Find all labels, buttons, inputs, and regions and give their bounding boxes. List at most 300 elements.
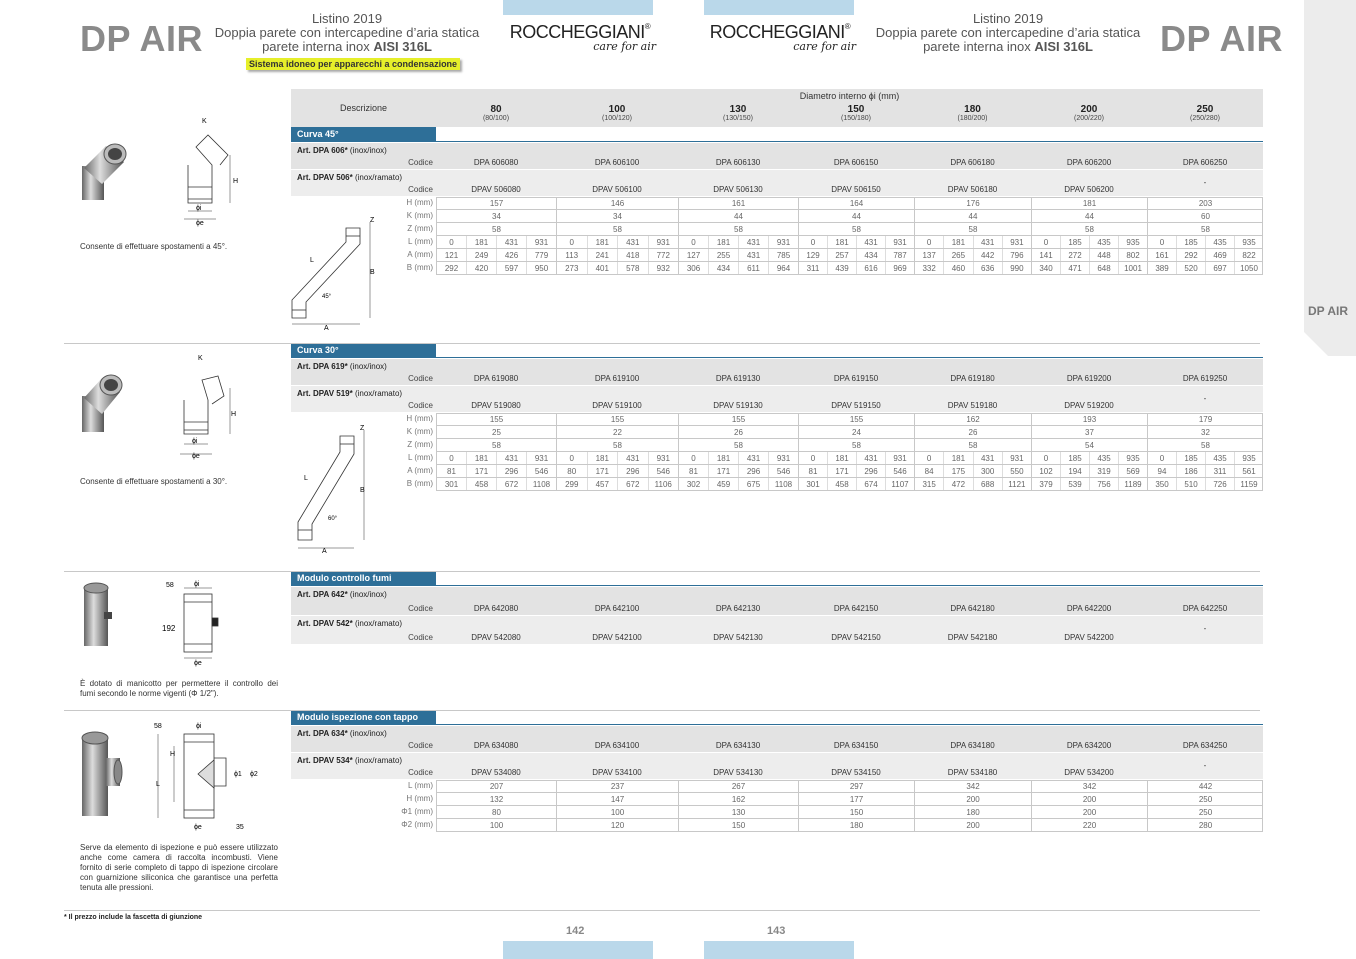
svg-text:B: B [360, 487, 365, 494]
dimension-cell: 193 [1031, 413, 1147, 426]
dimension-label: Z (mm) [407, 440, 433, 449]
article-code: DPAV 534200 [1064, 768, 1114, 777]
dimension-cell: 155 [556, 413, 678, 426]
diameter-column-header: 180 (180/200) [957, 104, 988, 122]
article-code: DPAV 506080 [471, 185, 521, 194]
dimension-cell: 155 [436, 413, 556, 426]
article-code: DPA 606150 [833, 158, 879, 167]
article-row [291, 587, 1263, 615]
dimension-grid-row [291, 236, 1263, 249]
dimension-cell: 81 [798, 465, 827, 478]
article-code: DPA 642250 [1182, 604, 1228, 613]
dimension-cell: 401 [587, 262, 618, 275]
dimension-cell: 181 [1031, 197, 1147, 210]
dimension-label: Φ1 (mm) [401, 807, 433, 816]
dimension-cell: 448 [1089, 249, 1118, 262]
dimension-cell: 194 [1060, 465, 1089, 478]
svg-text:H: H [233, 178, 239, 185]
dimension-cell: 340 [1031, 262, 1060, 275]
header-line2: Doppia parete con intercapedine d’aria statica [875, 25, 1141, 40]
dimension-label: K (mm) [406, 211, 433, 220]
dimension-cell: 1106 [648, 478, 679, 491]
note-curva-30: Consente di effettuare spostamenti a 30°. [80, 477, 228, 486]
dimension-cell: 578 [617, 262, 648, 275]
svg-text:ϕe: ϕe [196, 220, 204, 227]
article-code: DPA 634150 [833, 741, 879, 750]
svg-text:B: B [370, 269, 375, 276]
dimension-cell: 510 [1176, 478, 1205, 491]
dimension-cell: 171 [708, 465, 738, 478]
dimension-cell: 0 [556, 452, 587, 465]
dimension-cell: 931 [648, 236, 679, 249]
dimension-cell: 546 [768, 465, 798, 478]
dimension-cell: 442 [1147, 780, 1263, 793]
dimension-cell: 1107 [885, 478, 914, 491]
dimension-cell: 772 [648, 249, 679, 262]
curva-30-drawing [176, 352, 246, 460]
dimension-cell: 350 [1147, 478, 1176, 491]
section-separator [64, 910, 1260, 911]
dimension-cell: 292 [436, 262, 466, 275]
dimension-grid-row [291, 465, 1263, 478]
logo-tagline: care for air [793, 40, 856, 53]
section-separator [64, 343, 1260, 344]
dimension-cell: 181 [466, 236, 496, 249]
page-number-right: 143 [767, 925, 786, 937]
dimension-cell: 94 [1147, 465, 1176, 478]
dimension-cell: 672 [496, 478, 526, 491]
article-code: DPA 619150 [833, 374, 879, 383]
dimension-cell: 342 [914, 780, 1031, 793]
dimension-cell: 931 [648, 452, 679, 465]
dimension-cell: 431 [973, 236, 1002, 249]
dimension-cell: 822 [1234, 249, 1263, 262]
dimension-cell: 315 [914, 478, 943, 491]
dimension-row [291, 819, 1263, 832]
dimension-cell: 120 [556, 819, 678, 832]
dimension-cell: 181 [708, 452, 738, 465]
dimension-cell: 292 [1176, 249, 1205, 262]
dimension-cell: 203 [1147, 197, 1263, 210]
article-code: - [1203, 178, 1207, 187]
condensation-badge: Sistema idoneo per apparecchi a condensazione [246, 58, 460, 70]
dimension-label: A (mm) [407, 250, 433, 259]
dimension-cell: 1189 [1118, 478, 1147, 491]
dimension-cell: 181 [827, 452, 856, 465]
dimension-row [291, 806, 1263, 819]
article-code: DPAV 519100 [592, 401, 642, 410]
dimension-cell: 561 [1234, 465, 1263, 478]
dimension-cell: 311 [798, 262, 827, 275]
dimension-cell: 272 [1060, 249, 1089, 262]
dimension-cell: 802 [1118, 249, 1147, 262]
article-label: Art. DPAV 519* (inox/ramato) [297, 389, 403, 398]
dimension-cell: 162 [914, 413, 1031, 426]
dimension-cell: 127 [678, 249, 708, 262]
dimension-row [291, 793, 1263, 806]
codice-label: Codice [408, 158, 433, 167]
article-code: DPAV 519200 [1064, 401, 1114, 410]
codice-label: Codice [408, 185, 433, 194]
dimension-cell: 964 [768, 262, 798, 275]
curva-30-photo [78, 370, 128, 438]
dimension-row [291, 197, 1263, 210]
svg-text:A: A [324, 325, 329, 332]
controllo-fumi-photo [78, 580, 114, 650]
svg-text:L: L [310, 257, 314, 264]
dimension-cell: 418 [617, 249, 648, 262]
article-code: DPAV 542150 [831, 633, 881, 642]
dimension-cell: 44 [1031, 210, 1147, 223]
dimension-cell: 539 [1060, 478, 1089, 491]
dimension-cell: 132 [436, 793, 556, 806]
article-code: DPAV 506130 [713, 185, 763, 194]
article-code: DPAV 519180 [947, 401, 998, 410]
article-code: DPAV 519080 [471, 401, 521, 410]
dimension-cell: 102 [1031, 465, 1060, 478]
dimension-cell: 267 [678, 780, 798, 793]
article-code: DPA 642100 [594, 604, 640, 613]
dimension-cell: 175 [943, 465, 972, 478]
dimension-cell: 0 [914, 236, 943, 249]
dimension-cell: 181 [827, 236, 856, 249]
dimension-cell: 1121 [1002, 478, 1031, 491]
section-separator [64, 571, 1260, 572]
dimension-cell: 1050 [1234, 262, 1263, 275]
dimension-cell: 58 [798, 223, 914, 236]
page-number-left: 142 [566, 925, 585, 937]
svg-text:ϕi: ϕi [196, 205, 202, 212]
dimension-cell: 296 [738, 465, 768, 478]
dimension-cell: 250 [1147, 793, 1263, 806]
table-header [291, 89, 1263, 127]
article-label: Art. DPA 606* (inox/inox) [297, 146, 387, 155]
dimension-cell: 121 [436, 249, 466, 262]
dimension-cell: 302 [678, 478, 708, 491]
dimension-cell: 200 [914, 819, 1031, 832]
dimension-cell: 296 [856, 465, 885, 478]
header-line3: parete interna inox AISI 316L [262, 39, 432, 54]
header-line2: Doppia parete con intercapedine d’aria statica [214, 25, 480, 40]
dimension-cell: 1159 [1234, 478, 1263, 491]
dimension-cell: 0 [1031, 452, 1060, 465]
side-tab-label: DP AIR [1308, 304, 1349, 318]
dimension-cell: 180 [914, 806, 1031, 819]
svg-text:Z: Z [360, 425, 365, 432]
article-label: Art. DPAV 506* (inox/ramato) [297, 173, 403, 182]
dimension-cell: 37 [1031, 426, 1147, 439]
dimension-cell: 44 [798, 210, 914, 223]
article-code: DPA 634130 [715, 741, 761, 750]
dimension-cell: 697 [1205, 262, 1234, 275]
dimension-cell: 255 [708, 249, 738, 262]
dimension-cell: 458 [827, 478, 856, 491]
dimension-cell: 431 [617, 452, 648, 465]
diameter-column-header: 100 (100/120) [602, 104, 632, 122]
dimension-cell: 787 [885, 249, 914, 262]
dimension-label: B (mm) [406, 263, 433, 272]
dimension-cell: 0 [436, 236, 466, 249]
listino-label: Listino 2019 [972, 11, 1044, 26]
dimension-row [291, 413, 1263, 426]
dimension-cell: 157 [436, 197, 556, 210]
dimension-cell: 185 [1176, 236, 1205, 249]
dimension-label: H (mm) [406, 198, 433, 207]
dimension-row [291, 439, 1263, 452]
article-code: DPAV 542200 [1064, 633, 1114, 642]
dimension-cell: 241 [587, 249, 618, 262]
article-code: DPAV 542080 [471, 633, 521, 642]
side-tab [1304, 0, 1356, 356]
dimension-label: Z (mm) [407, 224, 433, 233]
dimension-cell: 672 [617, 478, 648, 491]
section-title: Modulo ispezione con tappo [291, 710, 436, 725]
article-code: - [1203, 761, 1207, 770]
diametro-header: Diametro interno ϕi (mm) [799, 91, 900, 101]
dimension-row [291, 426, 1263, 439]
dimension-cell: 181 [943, 236, 972, 249]
codice-label: Codice [408, 768, 433, 777]
dimension-cell: 200 [1031, 806, 1147, 819]
dimension-cell: 181 [587, 452, 618, 465]
article-code: DPA 619200 [1066, 374, 1112, 383]
dimension-cell: 932 [648, 262, 679, 275]
article-code: DPA 642080 [473, 604, 519, 613]
note-curva-45: Consente di effettuare spostamenti a 45°. [80, 242, 228, 251]
svg-text:L: L [156, 781, 160, 788]
dimension-cell: 435 [1205, 236, 1234, 249]
dimension-cell: 162 [678, 793, 798, 806]
dimension-cell: 58 [678, 439, 798, 452]
svg-text:192: 192 [162, 624, 176, 633]
dimension-cell: 58 [436, 223, 556, 236]
dimension-cell: 185 [1176, 452, 1205, 465]
dimension-cell: 58 [1147, 223, 1263, 236]
right-title: DP AIR [1160, 18, 1284, 59]
note-controllo-fumi: È dotato di manicotto per permettere il controllo dei fumi secondo le norme vigenti (Φ 1/2"). [80, 679, 278, 698]
dimension-cell: 931 [885, 236, 914, 249]
svg-text:58: 58 [166, 582, 174, 589]
dimension-cell: 636 [973, 262, 1002, 275]
logo-tagline: care for air [593, 40, 656, 53]
article-code: DPA 634250 [1182, 741, 1228, 750]
dimension-cell: 181 [587, 236, 618, 249]
dimension-cell: 420 [466, 262, 496, 275]
article-code: DPAV 506180 [947, 185, 998, 194]
logo-right: ROCCHEGGIANI® care for air [700, 22, 860, 53]
dimension-cell: 935 [1118, 452, 1147, 465]
dimension-cell: 616 [856, 262, 885, 275]
article-code: DPA 634180 [950, 741, 995, 750]
side-tab-notch [1304, 332, 1328, 356]
dimension-cell: 431 [738, 452, 768, 465]
dimension-cell: 1001 [1118, 262, 1147, 275]
dimension-label: K (mm) [406, 427, 433, 436]
article-code: DPAV 542180 [947, 633, 998, 642]
dimension-cell: 431 [973, 452, 1002, 465]
dimension-label: B (mm) [406, 479, 433, 488]
article-code: DPA 619130 [715, 374, 761, 383]
dimension-cell: 597 [496, 262, 526, 275]
svg-text:35: 35 [236, 824, 244, 831]
article-code: - [1203, 624, 1207, 633]
article-row [291, 386, 1263, 412]
dimension-cell: 186 [1176, 465, 1205, 478]
article-code: DPA 634200 [1066, 741, 1112, 750]
dimension-cell: 472 [943, 478, 972, 491]
controllo-fumi-drawing [160, 578, 230, 668]
section-separator [64, 710, 1260, 711]
dimension-cell: 431 [856, 452, 885, 465]
dimension-cell: 26 [678, 426, 798, 439]
article-code: DPA 619250 [1182, 374, 1228, 383]
dimension-cell: 296 [496, 465, 526, 478]
svg-text:45°: 45° [322, 294, 332, 300]
dimension-cell: 58 [1031, 223, 1147, 236]
left-header-text [207, 12, 487, 54]
dimension-cell: 181 [708, 236, 738, 249]
dimension-cell: 84 [914, 465, 943, 478]
dimension-cell: 785 [768, 249, 798, 262]
dimension-cell: 434 [708, 262, 738, 275]
dimension-cell: 342 [1031, 780, 1147, 793]
dimension-cell: 130 [678, 806, 798, 819]
dimension-cell: 58 [556, 439, 678, 452]
dimension-cell: 180 [798, 819, 914, 832]
article-code: DPA 606100 [594, 158, 640, 167]
dimension-cell: 931 [768, 236, 798, 249]
dimension-cell: 648 [1089, 262, 1118, 275]
listino-label: Listino 2019 [311, 11, 383, 26]
svg-text:H: H [231, 411, 237, 418]
diameter-column-header: 250 (250/280) [1190, 104, 1220, 122]
svg-text:ϕe: ϕe [194, 660, 202, 667]
dimension-cell: 950 [526, 262, 556, 275]
curva-45-photo [78, 138, 130, 206]
svg-text:ϕ1: ϕ1 [234, 771, 242, 778]
dimension-cell: 435 [1089, 236, 1118, 249]
article-code: DPAV 534150 [831, 768, 881, 777]
dimension-row [291, 223, 1263, 236]
dimension-cell: 181 [466, 452, 496, 465]
dimension-cell: 200 [914, 793, 1031, 806]
dimension-cell: 273 [556, 262, 587, 275]
dimension-cell: 931 [768, 452, 798, 465]
dimension-cell: 546 [526, 465, 556, 478]
dimension-cell: 155 [678, 413, 798, 426]
dimension-cell: 161 [678, 197, 798, 210]
dimension-cell: 80 [436, 806, 556, 819]
dimension-cell: 58 [1147, 439, 1263, 452]
dimension-cell: 935 [1234, 452, 1263, 465]
section-title: Curva 45° [291, 127, 436, 142]
dimension-cell: 688 [973, 478, 1002, 491]
dimension-cell: 177 [798, 793, 914, 806]
article-code: DPAV 542130 [713, 633, 763, 642]
dimension-cell: 0 [1147, 452, 1176, 465]
section-title-line [436, 724, 1263, 725]
dimension-cell: 431 [617, 236, 648, 249]
top-tab-right [704, 0, 854, 15]
dimension-cell: 220 [1031, 819, 1147, 832]
article-label: Art. DPA 619* (inox/inox) [297, 362, 387, 371]
codice-label: Codice [408, 633, 433, 642]
article-row [291, 753, 1263, 779]
dimension-cell: 150 [678, 819, 798, 832]
right-header-text [868, 12, 1148, 54]
svg-text:ϕe: ϕe [192, 453, 200, 460]
dimension-cell: 280 [1147, 819, 1263, 832]
article-code: DPA 606250 [1182, 158, 1228, 167]
article-code: DPAV 506100 [592, 185, 642, 194]
dimension-cell: 431 [496, 452, 526, 465]
codice-label: Codice [408, 604, 433, 613]
dimension-cell: 546 [648, 465, 679, 478]
article-code: DPA 606200 [1066, 158, 1112, 167]
dimension-cell: 469 [1205, 249, 1234, 262]
diameter-column-header: 200 (200/220) [1074, 104, 1104, 122]
dimension-cell: 674 [856, 478, 885, 491]
dimension-cell: 171 [587, 465, 618, 478]
dimension-cell: 58 [914, 223, 1031, 236]
header-line3: parete interna inox AISI 316L [923, 39, 1093, 54]
logo-left: ROCCHEGGIANI® care for air [500, 22, 660, 53]
dimension-cell: 265 [943, 249, 972, 262]
article-label: Art. DPAV 534* (inox/ramato) [297, 756, 403, 765]
dimension-cell: 297 [798, 780, 914, 793]
dimension-cell: 969 [885, 262, 914, 275]
ispezione-drawing [150, 718, 270, 834]
dimension-cell: 60 [1147, 210, 1263, 223]
section-title-line [436, 141, 1263, 142]
dimension-cell: 379 [1031, 478, 1060, 491]
dimension-row [291, 210, 1263, 223]
dimension-cell: 34 [556, 210, 678, 223]
dimension-cell: 546 [885, 465, 914, 478]
article-code: DPA 606180 [950, 158, 995, 167]
dimension-cell: 0 [678, 452, 708, 465]
dimension-cell: 931 [1002, 452, 1031, 465]
diameter-column-header: 80 (80/100) [482, 104, 510, 122]
dimension-cell: 389 [1147, 262, 1176, 275]
dimension-cell: 171 [466, 465, 496, 478]
dimension-cell: 237 [556, 780, 678, 793]
dimension-cell: 931 [1002, 236, 1031, 249]
article-row [291, 143, 1263, 169]
svg-text:ϕ2: ϕ2 [250, 771, 258, 778]
article-row [291, 170, 1263, 196]
dimension-cell: 569 [1118, 465, 1147, 478]
dimension-cell: 332 [914, 262, 943, 275]
ispezione-photo [78, 728, 124, 818]
dimension-label: Φ2 (mm) [401, 820, 433, 829]
dimension-cell: 58 [556, 223, 678, 236]
dimension-cell: 58 [436, 439, 556, 452]
dimension-cell: 431 [738, 249, 768, 262]
article-code: DPAV 519130 [713, 401, 763, 410]
dimension-label: L (mm) [407, 237, 433, 246]
dimension-cell: 431 [856, 236, 885, 249]
dimension-grid-row [291, 452, 1263, 465]
dimension-cell: 44 [914, 210, 1031, 223]
dimension-cell: 113 [556, 249, 587, 262]
section-title-line [436, 357, 1263, 358]
dimension-cell: 171 [827, 465, 856, 478]
dimension-cell: 54 [1031, 439, 1147, 452]
dimension-cell: 435 [1089, 452, 1118, 465]
article-code: DPAV 519150 [831, 401, 881, 410]
svg-text:K: K [202, 118, 207, 125]
